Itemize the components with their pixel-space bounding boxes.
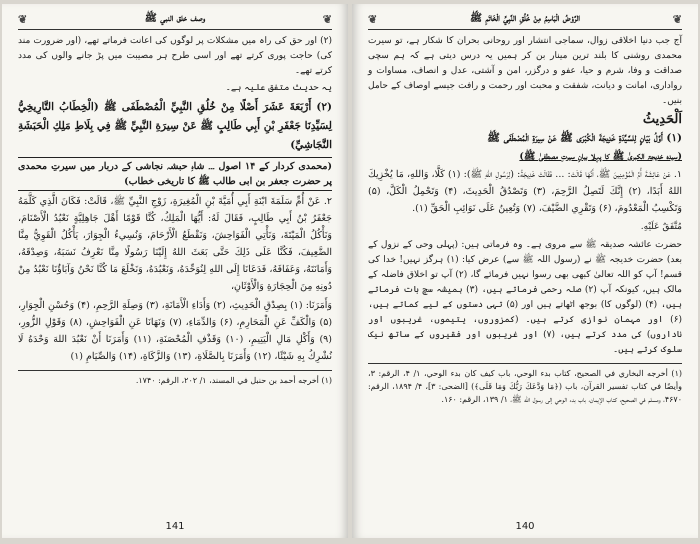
left-intro-urdu: (۲) اور حق کی راہ میں مشکلات پر لوگوں کی اعانت فرماتے تھے، (اور ضرورت مند کی) حاجت پوری کرتے تھے اور اسی طرح ہر مصیبت میں پڑ جانے والوں کی مدد کرتے تھے۔ — [18, 36, 332, 76]
ornament-icon: ❦ — [672, 12, 682, 26]
left-heading-urdu: (محمدی کردار کے ۱۴ اصول ۔۔۔ شاہِ حبشہ نجاشی کے دربار میں سیرتِ محمدی پر حضرت جعفر بن ابی طالب ﷺ کا تاریخی خطاب) — [18, 157, 332, 191]
right-section-urdu: (سیدہ خدیجۃ الکبریٰ ﷺ کا پہلا بیانِ سیرتِ مصطفیٰ ﷺ) — [519, 151, 682, 162]
left-hadith-arabic: ۲. عَنْ أُمِّ سَلَمَةَ ابْنَةِ أَبِي أُمَيَّةَ بْنِ الْمُغِيرَةِ، زَوْجِ النَّبِيِّ ﷺ، قَالَتْ: فَكَانَ الَّذِي كَلَّمَهُ جَعْفَرُ بْنُ أَبِي طَالِبٍ، فَقَالَ لَهُ: أَيُّهَا الْمَلِكُ، كُنَّا قَوْمًا أَهْلَ جَاهِلِيَّةٍ نَعْبُدُ الْأَصْنَامَ، وَنَأْكُلُ الْمَيْتَةَ، وَنَأْتِي الْفَوَاحِشَ، وَنَقْطَعُ الْأَرْحَامَ، وَنُسِيءُ الْجِوَارَ، يَأْكُلُ الْقَوِيُّ مِنَّا الضَّعِيفَ، فَكُنَّا عَلَى ذَلِكَ حَتَّى بَعَثَ اللهُ إِلَيْنَا رَسُولًا مِنَّا نَعْرِفُ نَسَبَهُ، وَصِدْقَهُ، وَأَمَانَتَهُ، وَعَفَافَهُ، فَدَعَانَا إِلَى اللهِ لِنُوَحِّدَهُ، وَنَعْبُدَهُ، وَنَخْلَعَ مَا كُنَّا نَحْنُ وَآبَاؤُنَا نَعْبُدُ مِنْ دُونِهِ مِنَ الْحِجَارَةِ وَالْأَوْثَانِ، — [18, 196, 332, 292]
right-footnote: (۱) أخرجه البخاري في الصحيح، كتاب بدء الوحي، باب كيف كان بدء الوحي، ۱/ ۴، الرقم: ۳، وأيضًا في كتاب تفسير القرآن، باب (﴿مَا وَدَّعَكَ رَبُّكَ وَمَا قَلَى﴾) [الضحى: ۳]، ۴/ ۱۸۹۴، الرقم: ۴۶۷۰، ومسلم في الصحيح، كتاب الإيمان، باب بدء الوحي إلى رسول الله ﷺ، ۱/ ۱۳۹، الرقم: ۱۶۰. — [368, 369, 682, 404]
right-running-head — [368, 12, 682, 30]
ornament-icon: ❦ — [322, 12, 332, 26]
left-page — [2, 4, 348, 538]
left-heading-arabic: (۲) أَرْبَعَةَ عَشَرَ أَصْلًا مِنْ خُلُقِ النَّبِيِّ الْمُصْطَفَى ﷺ (الْخِطَابُ التَّارِيخِيُّ لِسَيِّدِنَا جَعْفَرِ بْنِ أَبِي طَالِبٍ ﷺ عَنْ سِيرَةِ النَّبِيِّ ﷺ فِي بِلَاطِ مَلِكِ الْحَبَشَةِ النَّجَاشِيِّ) — [18, 101, 332, 151]
right-translation-urdu: حضرت عائشہ صدیقہ ﷺ سے مروی ہے۔ وہ فرماتی ہیں: (پہلی وحی کے نزول کے بعد) حضرت خدیجہ ﷺ نے (رسول اللہ ﷺ سے) عرض کیا: (۱) ہرگز نہیں! خدا کی قسم! آپ کو اللہ تعالیٰ کبھی بھی رسوا نہیں فرمائے گا، (۲) آپ تو اخلاق فاضلہ کے مالک ہیں، کیونکہ آپ (۲) صلہ رحمی فرماتے ہیں، (۳) ہمیشہ سچ بات فرماتے ہیں، (۴) (لوگوں کا) بوجھ اٹھاتے ہیں اور (۵) تہی دستوں کے لیے کماتے ہیں، (۶) اور مہمان نوازی کرتے ہیں۔ (کمزوروں، یتیموں، غریبوں اور ناداروں) کی مدد کرتے ہیں، (۷) اور غریبوں اور فقیروں کے ساتھ نیک سلوک کرتے ہیں۔ — [368, 240, 683, 355]
ornament-icon: ❦ — [18, 12, 28, 26]
footnote-divider — [368, 363, 682, 364]
right-page — [352, 4, 698, 538]
left-footnote: (۱) أخرجه أحمد بن حنبل في المسند، ۱/ ۲۰۲، الرقم: ۱۷۴۰. — [135, 376, 332, 385]
left-header-title: وصف خلق النبي ﷺ — [144, 13, 206, 24]
left-running-head — [18, 12, 332, 30]
right-page-number: 140 — [515, 521, 535, 532]
left-page-number: 141 — [165, 521, 185, 532]
right-intro-urdu: آج جب دنیا اخلاقی زوال، سماجی انتشار اور روحانی بحران کا شکار ہے، تو سیرت محمدی روشنی کا بلند ترین مینار بن کر ہمیں یہ درس دیتی ہے کہ ہم سچی صداقت و وفا، شرم و حیا، عفو و درگزر، امن و آشتی، عدل و انصاف، مساوات و رواداری، امانت و دیانت، شفقت و محبت اور رحمت و رافت جیسے اوصاف کے حامل بنیں۔ — [368, 36, 682, 106]
hadith-heading: اَلْحَدِيثُ — [642, 112, 682, 127]
right-hadith-arabic: ۱. عَنْ عَائِشَةَ أُمِّ الْمُؤْمِنِينَ ﷺ، أَنَّهَا قَالَتْ: ... فَقَالَتْ خَدِيجَةُ: (لِرَسُولِ اللهِ ﷺ): (۱) كَلَّا، وَاللهِ، مَا يُخْزِيكَ اللهُ أَبَدًا، (۲) إِنَّكَ لَتَصِلُ الرَّحِمَ، (۳) وَتَصْدُقُ الْحَدِيثَ، (۴) وَتَحْمِلُ الْكَلَّ، (۵) وَتَكْسِبُ الْمَعْدُومَ، (۶) وَتَقْرِي الضَّيْفَ، (۷) وَتُعِينُ عَلَى نَوَائِبِ الْحَقِّ (۱). — [368, 169, 682, 214]
right-section-arabic: (۱) أَوَّلُ بَيَانٍ لِلسَّيِّدَةِ خَدِيجَةَ الْكُبْرَى ﷺ عَنْ سِيرَةِ الْمُصْطَفَى ﷺ — [487, 132, 682, 144]
right-header-title: الرَّوْضُ الْبَاسِمُ مِنْ خُلُقِ النَّبِيِّ الْخَاتَمِ ﷺ — [470, 13, 580, 24]
footnote-divider — [18, 370, 332, 371]
right-muttafaq: مُتَّفَقٌ عَلَيْهِ. — [640, 222, 682, 232]
left-hadith-arabic-2: وَأَمَرَنَا: (۱) بِصِدْقِ الْحَدِيثِ، (۲) وَأَدَاءِ الْأَمَانَةِ، (۳) وَصِلَةِ الرَّحِمِ، (۴) وَحُسْنِ الْجِوَارِ، (۵) وَالْكَفِّ عَنِ الْمَحَارِمِ، (۶) وَالدِّمَاءِ، (۷) وَنَهَانَا عَنِ الْفَوَاحِشِ، (۸) وَقَوْلِ الزُّورِ، (۹) وَأَكْلِ مَالِ الْيَتِيمِ، (۱۰) وَقَذْفِ الْمُحْصَنَةِ، (۱۱) وَأَمَرَنَا أَنْ نَعْبُدَ اللهَ وَحْدَهُ لَا نُشْرِكُ بِهِ شَيْئًا، (۱۲) وَأَمَرَنَا بِالصَّلَاةِ، (۱۳) وَالزَّكَاةِ، (۱۴) وَالصِّيَامِ (۱) — [18, 300, 333, 362]
left-muttafaq: یہ حدیث متفق علیہ ہے۔ — [225, 83, 332, 93]
ornament-icon: ❦ — [368, 12, 378, 26]
